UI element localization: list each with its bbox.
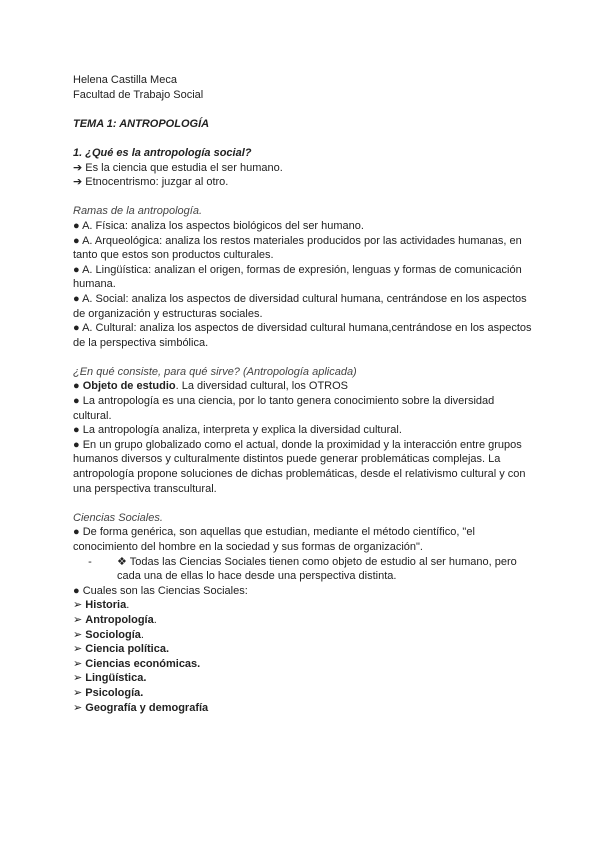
arrow-bullet: ➢	[73, 643, 86, 656]
social-sciences-list	[73, 598, 533, 715]
branch-item: ● A. Social: analiza los aspectos de diversidad cultural humana, centrándose en los aspectos de organización y estructuras sociales.	[73, 292, 527, 320]
social-sciences-heading: Ciencias Sociales.	[73, 511, 163, 524]
social-science-name: Antropología	[85, 613, 154, 626]
arrow-bullet: ➢	[73, 701, 86, 714]
branches-heading: Ramas de la antropología.	[73, 205, 203, 218]
arrow-bullet: ➢	[73, 672, 86, 685]
applied-item: ● La antropología analiza, interpreta y explica la diversidad cultural.	[73, 424, 402, 437]
dash-marker: -	[88, 555, 92, 568]
branch-item: ● A. Lingüística: analizan el origen, formas de expresión, lenguas y formas de comunicación humana.	[73, 263, 522, 291]
social-science-name: Historia	[85, 599, 127, 612]
social-science-name: Lingüística.	[85, 672, 147, 685]
document-body	[73, 73, 533, 715]
branch-item: ● A. Cultural: analiza los aspectos de diversidad cultural humana,centrándose en los aspectos de la perspectiva simbólica.	[73, 322, 532, 349]
social-science-name: Geografía y demografía	[85, 701, 209, 714]
social-science-item	[73, 686, 533, 701]
applied-item: ● La antropología es una ciencia, por lo tanto genera conocimiento sobre la diversidad cultural.	[73, 395, 495, 422]
social-science-item	[73, 613, 533, 628]
social-science-name: Ciencia política.	[85, 643, 170, 656]
arrow-bullet: ➢	[73, 613, 86, 626]
social-science-suffix: .	[126, 599, 130, 612]
social-science-suffix: .	[140, 628, 144, 641]
branch-item: ● A. Física: analiza los aspectos biológicos del ser humano.	[73, 219, 364, 232]
social-science-item	[73, 657, 533, 672]
social-sciences-list-intro: ● Cuales son las Ciencias Sociales:	[73, 584, 248, 597]
arrow-bullet: ➢	[73, 686, 86, 699]
object-text: . La diversidad cultural, los OTROS	[175, 380, 349, 393]
social-science-item	[73, 642, 533, 657]
social-sciences-intro: ● De forma genérica, son aquellas que estudian, mediante el método científico, "el conocimiento del hombre en la sociedad y sus formas de organización".	[73, 526, 475, 553]
social-science-name: Ciencias económicas.	[85, 657, 201, 670]
social-science-name: Psicología.	[85, 686, 144, 699]
object-of-study	[73, 379, 533, 394]
author-name: Helena Castilla Meca	[73, 74, 177, 86]
arrow-bullet: ➢	[73, 599, 86, 612]
arrow-bullet: ➢	[73, 657, 86, 670]
section1-item: ➔ Etnocentrismo: juzgar al otro.	[73, 176, 229, 189]
sub-item	[73, 555, 533, 584]
social-science-suffix: .	[153, 613, 157, 626]
social-science-item	[73, 628, 533, 643]
bullet: ●	[73, 380, 83, 393]
faculty-name: Facultad de Trabajo Social	[73, 88, 204, 101]
sub-item-text: ❖ Todas las Ciencias Sociales tienen como objeto de estudio al ser humano, pero cada una de ellas lo hace desde una perspectiva distinta.	[117, 555, 517, 583]
object-label: Objeto de estudio	[82, 380, 176, 393]
arrow-bullet: ➢	[73, 628, 86, 641]
section1-item: ➔ Es la ciencia que estudia el ser humano.	[73, 161, 283, 174]
social-science-item	[73, 701, 533, 716]
social-science-name: Sociología	[85, 628, 141, 641]
branch-item: ● A. Arqueológica: analiza los restos materiales producidos por las actividades humanas, en tanto que estos son productos culturales.	[73, 234, 522, 262]
applied-heading: ¿En qué consiste, para qué sirve? (Antropología aplicada)	[73, 365, 357, 378]
section1-heading: 1. ¿Qué es la antropología social?	[73, 146, 252, 159]
social-science-item	[73, 598, 533, 613]
social-science-item	[73, 671, 533, 686]
topic-title: TEMA 1: ANTROPOLOGÍA	[73, 117, 210, 130]
applied-item: ● En un grupo globalizado como el actual, donde la proximidad y la interacción entre grupos humanos diversos y culturalmente distintos puede generar problemáticas complejas. La antropología propone soluciones de dichas problemáticas, desde el relativismo cultural y con una perspectiva transcultural.	[73, 438, 526, 495]
